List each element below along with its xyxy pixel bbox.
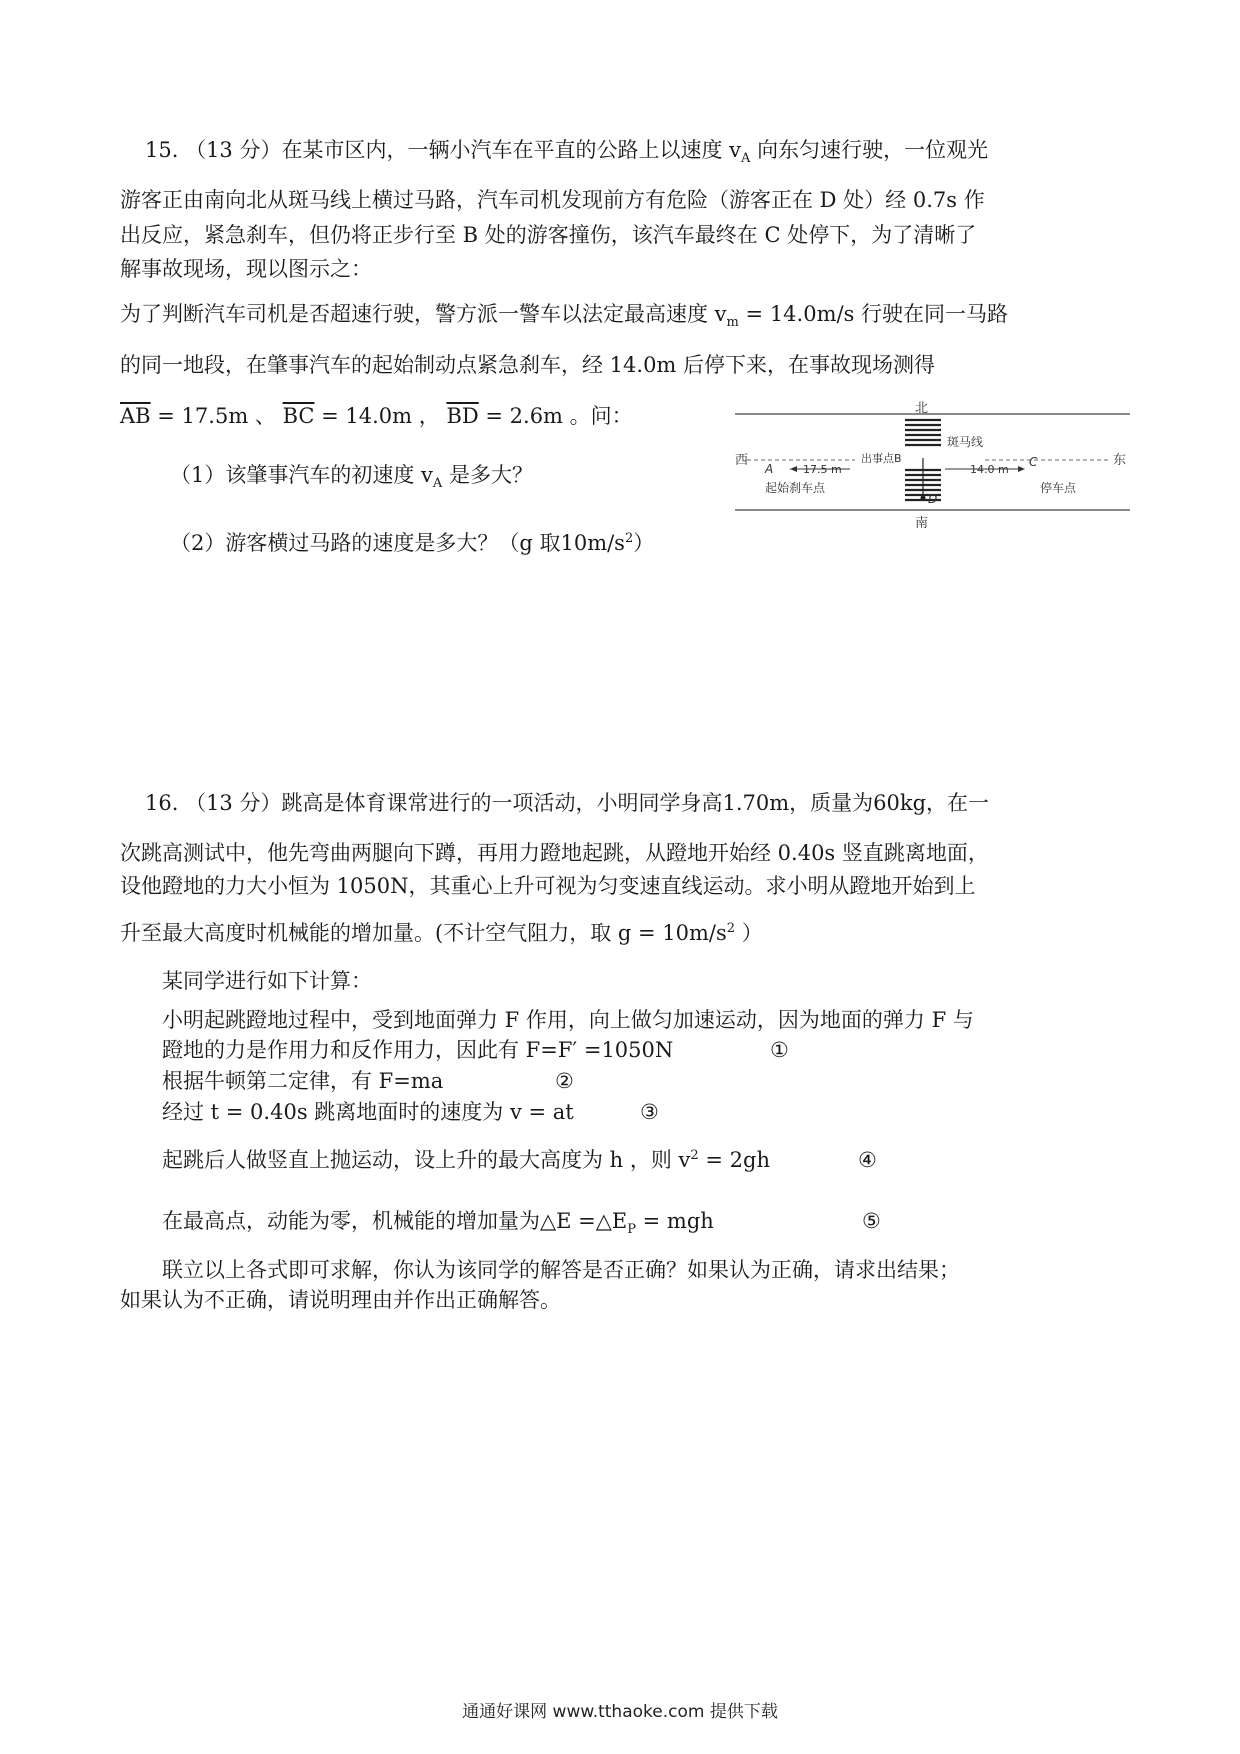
q16-line-4: 升至最大高度时机械能的增加量。(不计空气阻力，取 $g = 10m/s^2$ ）: [120, 921, 763, 945]
label-dist-ab: 17.5 m: [803, 463, 842, 476]
label-dist-bc: 14.0 m: [970, 463, 1009, 476]
q15-line-3: 出反应，紧急刹车，但仍将正步行至 B 处的游客撞伤，该汽车最终在 C 处停下，为了清晰了: [120, 223, 977, 247]
label-accident-point: 出事点B: [861, 452, 902, 465]
segment-bd: $\overline{BD}$: [446, 404, 479, 428]
q16-calc-line-6: 在最高点，动能为零，机械能的增加量为△E $=\triangle E_P$ = mgh: [162, 1209, 714, 1238]
q15-line-4: 解事故现场，现以图示之：: [120, 257, 372, 281]
q16-marker-2: ②: [555, 1069, 574, 1093]
accident-diagram: [735, 400, 1135, 530]
label-zebra: 斑马线: [947, 435, 984, 449]
label-east: 东: [1113, 453, 1127, 468]
q16-marker-1: ①: [770, 1038, 789, 1062]
q16-line-2: 次跳高测试中，他先弯曲两腿向下蹲，再用力蹬地起跳，从蹬地开始经 0.40s 竖直跳离地面，: [120, 841, 989, 865]
label-west: 西: [735, 453, 749, 468]
label-c: C: [1029, 455, 1038, 469]
label-d: D: [928, 492, 938, 506]
q15-line-6: 的同一地段，在肇事汽车的起始制动点紧急刹车，经 14.0m 后停下来，在事故现场测得: [120, 353, 936, 377]
q16-conclusion-1: 联立以上各式即可求解，你认为该同学的解答是否正确？如果认为正确，请求出结果；: [162, 1258, 960, 1282]
segment-bc: $\overline{BC}$: [282, 404, 315, 428]
q16-conclusion-2: 如果认为不正确，请说明理由并作出正确解答。: [120, 1288, 561, 1312]
label-a: A: [765, 462, 774, 476]
label-south: 南: [915, 516, 929, 530]
label-north: 北: [915, 401, 929, 416]
q15-line-2: 游客正由南向北从斑马线上横过马路，汽车司机发现前方有危险（游客正在 D 处）经 0.7s 作: [120, 188, 985, 212]
page-footer: 通通好课网 www.tthaoke.com 提供下载: [462, 1702, 778, 1722]
q15-line-5: 为了判断汽车司机是否超速行驶，警方派一警车以法定最高速度 $v_m = 14.0m/s$ 行驶在同一马路: [120, 302, 1009, 331]
q16-calc-line-2: 蹬地的力是作用力和反作用力，因此有 F=F′ =1050N: [162, 1038, 674, 1062]
q15-sub-question-2: （2）游客横过马路的速度是多大？（g 取$10m/s^2$）: [170, 531, 655, 555]
q16-line-1: 16. （13 分）跳高是体育课常进行的一项活动，小明同学身高1.70m，质量为60kg，在一: [145, 791, 990, 815]
q15-sub-question-1: （1）该肇事汽车的初速度 $v_A$ 是多大？: [170, 463, 533, 492]
q16-line-3: 设他蹬地的力大小恒为 1050N，其重心上升可视为匀变速直线运动。求小明从蹬地开始到上: [120, 874, 976, 898]
label-stop-point: 停车点: [1040, 481, 1077, 495]
q16-calc-intro: 某同学进行如下计算：: [162, 969, 372, 993]
point-d-marker: [921, 496, 926, 501]
q16-calc-line-3: 根据牛顿第二定律，有 F=ma: [162, 1069, 444, 1093]
segment-ab: $\overline{AB}$: [120, 404, 151, 428]
q15-line-1: 15. （13 分）在某市区内，一辆小汽车在平直的公路上以速度 $v_A$ 向东匀速行驶，一位观光: [145, 138, 989, 167]
q16-marker-4: ④: [858, 1148, 877, 1172]
q15-segments: $\overline{AB} = 17.5m$ 、 $\overline{BC} = 14.0m$ ， $\overline{BD} = 2.6m$ 。问：: [120, 404, 633, 428]
q16-marker-5: ⑤: [862, 1209, 881, 1233]
q16-marker-3: ③: [640, 1100, 659, 1124]
q16-calc-line-4: 经过 t = 0.40s 跳离地面时的速度为 v = at: [162, 1100, 574, 1124]
label-start-brake: 起始刹车点: [765, 481, 826, 495]
q16-calc-line-1: 小明起跳蹬地过程中，受到地面弹力 F 作用，向上做匀加速运动，因为地面的弹力 F 与: [162, 1008, 974, 1032]
q16-calc-line-5: 起跳后人做竖直上抛运动，设上升的最大高度为 h ，则 $v^2 = 2gh$: [162, 1148, 770, 1172]
